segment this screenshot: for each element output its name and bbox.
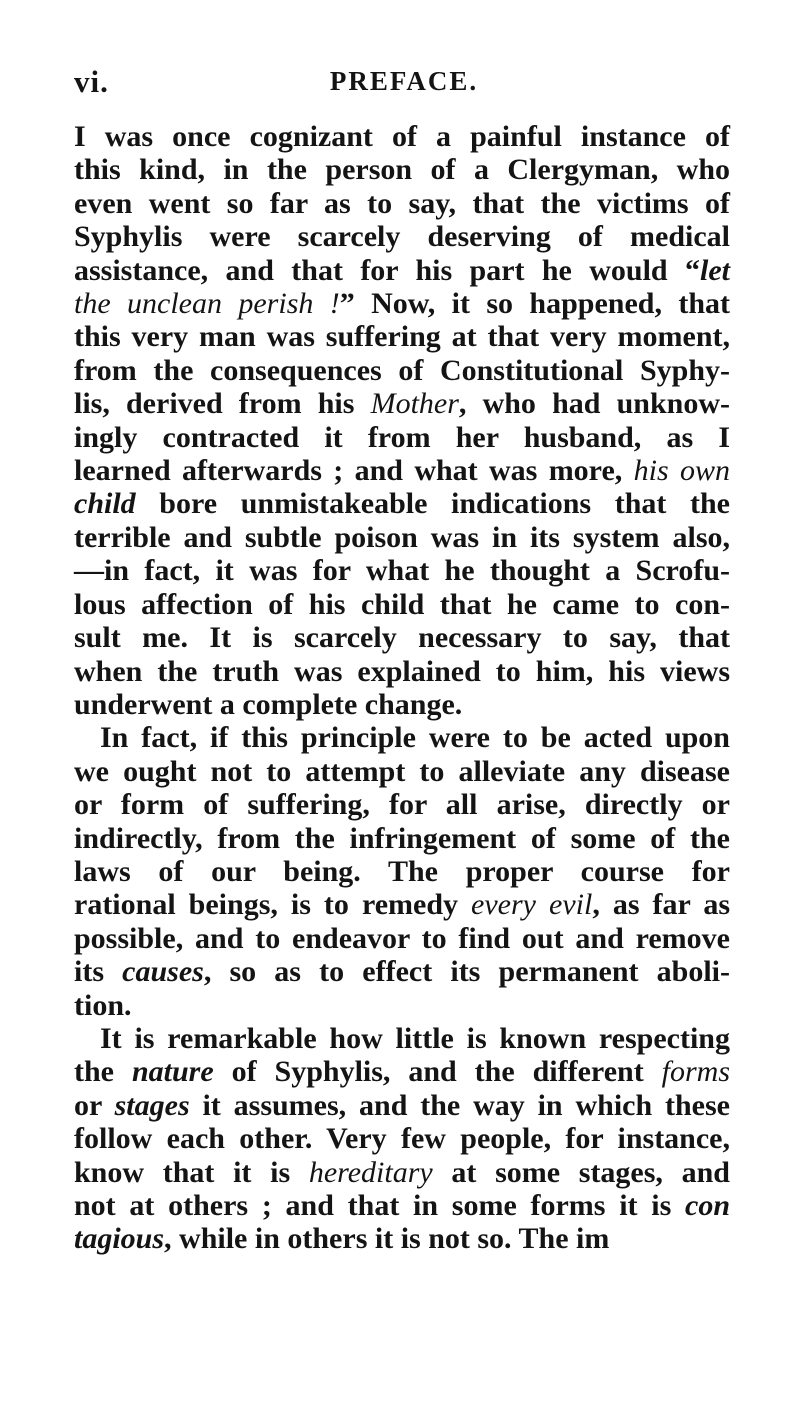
text-line: [74, 354, 730, 387]
text-run: its: [74, 955, 123, 989]
text-run: or: [74, 1088, 115, 1122]
text-run: , while in others it is not so. The im: [164, 1222, 610, 1256]
text-run: stages: [114, 1088, 190, 1122]
text-line: [74, 554, 730, 587]
text-run: learned afterwards ; and what was more,: [74, 454, 634, 488]
text-line: [74, 1189, 730, 1222]
text-run: terrible and subtle poison was in its system also,: [74, 520, 730, 554]
text-line: [74, 955, 730, 988]
text-line: [74, 922, 730, 955]
text-run: at some stages, and: [432, 1155, 730, 1189]
text-run: tagious: [74, 1222, 165, 1256]
text-line: [74, 1022, 730, 1055]
running-head: [74, 64, 734, 104]
text-run: ” Now, it so happened, that: [339, 287, 730, 321]
text-run: of Syphylis, and the different: [213, 1055, 662, 1089]
text-line: [74, 487, 730, 520]
text-line: [74, 1055, 730, 1088]
text-run: It is remarkable how little is known respecting: [100, 1021, 730, 1055]
text-run: this kind, in the person of a Clergyman, who: [74, 153, 730, 187]
text-line: [74, 822, 730, 855]
text-line: [74, 588, 730, 621]
text-line: [74, 888, 730, 921]
text-run: nature: [131, 1055, 214, 1089]
text-line: [74, 655, 730, 688]
text-run: assistance, and that for his part he would “: [74, 253, 700, 287]
text-run: his own: [633, 454, 730, 488]
paragraph: [74, 120, 730, 721]
text-line: [74, 721, 730, 754]
text-run: possible, and to endeavor to find out and remove: [74, 921, 730, 955]
text-run: ingly contracted it from her husband, as I: [74, 420, 730, 454]
text-line: [74, 688, 730, 721]
text-run: not at others ; and that in some forms it is: [74, 1189, 685, 1222]
text-line: [74, 153, 730, 186]
text-run: or form of suffering, for all arise, directly or: [74, 788, 730, 822]
text-run: let: [700, 253, 730, 287]
text-line: [74, 855, 730, 888]
text-run: know that it is: [74, 1155, 309, 1189]
text-line: [74, 1089, 730, 1122]
text-line: [74, 421, 730, 454]
paragraph: [74, 721, 730, 1022]
text-run: the: [74, 1055, 132, 1089]
text-run: forms: [661, 1055, 730, 1089]
text-run: —in fact, it was for what he thought a Scrofu-: [74, 554, 730, 588]
text-run: , so as to effect its permanent aboli-: [203, 955, 730, 989]
text-line: [74, 1122, 730, 1155]
text-run: even went so far as to say, that the victims of: [74, 186, 730, 220]
text-run: tion.: [74, 988, 132, 1022]
text-line: [74, 387, 730, 420]
text-run: Mother: [370, 387, 459, 421]
page-number: vi.: [74, 64, 109, 99]
running-title: PREFACE.: [329, 66, 479, 96]
text-run: I was once cognizant of a painful instance of: [74, 120, 730, 153]
text-run: we ought not to attempt to alleviate any disease: [74, 754, 730, 788]
text-run: , who had unknow-: [458, 387, 730, 421]
text-line: [74, 220, 730, 253]
text-run: , as far as: [592, 888, 730, 922]
text-line: [74, 521, 730, 554]
text-run: laws of our being. The proper course for: [74, 854, 730, 888]
text-run: Syphylis were scarcely deserving of medical: [74, 220, 730, 254]
text-run: this very man was suffering at that very moment,: [74, 320, 730, 354]
text-line: [74, 287, 730, 320]
text-run: child: [74, 487, 136, 521]
text-run: sult me. It is scarcely necessary to say, that: [74, 621, 730, 655]
body-text: [74, 120, 730, 1256]
text-line: [74, 989, 730, 1022]
text-line: [74, 320, 730, 353]
text-run: con: [685, 1189, 730, 1222]
text-run: bore unmistakeable indications that the: [135, 487, 730, 521]
text-run: underwent a complete change.: [74, 687, 463, 721]
text-line: [74, 120, 730, 153]
text-run: lis, derived from his: [74, 387, 371, 421]
text-line: [74, 187, 730, 220]
text-run: follow each other. Very few people, for instance,: [74, 1122, 730, 1156]
paragraph: [74, 1022, 730, 1256]
text-run: lous affection of his child that he came to con-: [74, 587, 730, 621]
text-line: [74, 1156, 730, 1189]
text-run: In fact, if this principle were to be acted upon: [100, 721, 730, 755]
text-line: [74, 254, 730, 287]
text-run: indirectly, from the infringement of some of the: [74, 821, 730, 855]
text-line: [74, 755, 730, 788]
text-line: [74, 788, 730, 821]
text-run: when the truth was explained to him, his views: [74, 654, 730, 688]
text-line: [74, 621, 730, 654]
text-run: it assumes, and the way in which these: [189, 1088, 730, 1122]
text-run: causes: [122, 955, 204, 989]
text-run: every evil: [471, 888, 593, 922]
text-run: from the consequences of Constitutional Syphy-: [74, 353, 730, 387]
text-run: hereditary: [308, 1155, 433, 1189]
text-run: the unclean perish !: [74, 287, 340, 321]
text-line: [74, 454, 730, 487]
text-line: [74, 1222, 730, 1255]
text-run: rational beings, is to remedy: [74, 888, 472, 922]
